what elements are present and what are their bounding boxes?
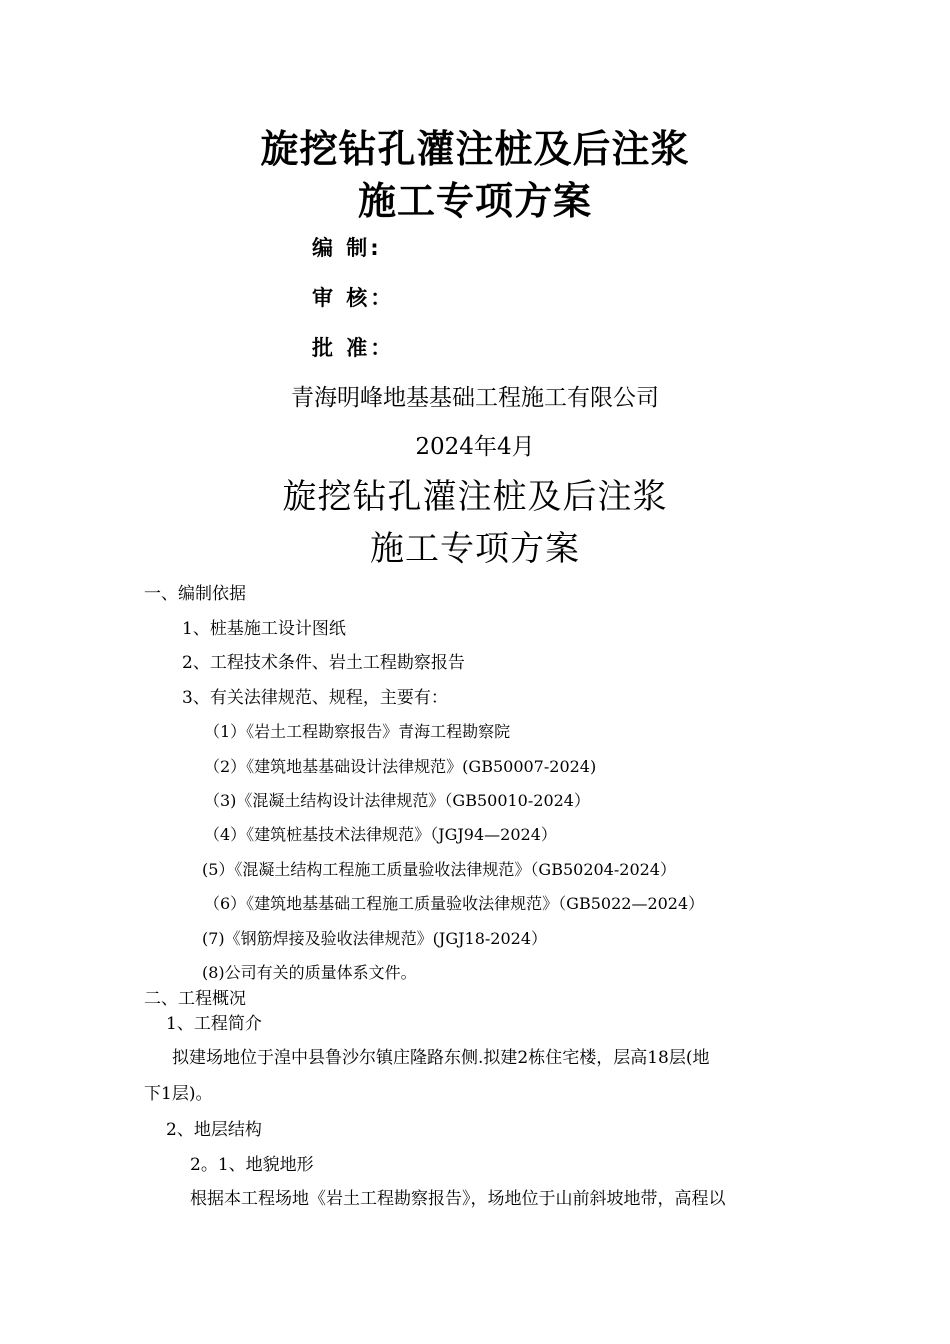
reference-item-2: （2）《建筑地基基础设计法律规范》(GB50007-2024) <box>204 757 597 776</box>
reference-item-1: （1）《岩土工程勘察报告》青海工程勘察院 <box>204 722 511 741</box>
reviewer-label: 审 核： <box>312 286 395 310</box>
section1-item-3: 3、有关法律规范、规程，主要有： <box>182 688 448 708</box>
section1-heading: 一、编制依据 <box>144 584 246 604</box>
landform-heading: 2。1、地貌地形 <box>190 1155 314 1175</box>
project-intro-heading: 1、工程简介 <box>166 1014 262 1034</box>
reference-item-8: (8)公司有关的质量体系文件。 <box>202 963 417 982</box>
section2-heading: 二、工程概况 <box>144 989 246 1009</box>
section1-item-2: 2、工程技术条件、岩土工程勘察报告 <box>182 653 465 673</box>
stratum-heading: 2、地层结构 <box>166 1120 262 1140</box>
reference-item-5: (5）《混凝土结构工程施工质量验收法律规范》（GB50204-2024） <box>202 860 676 879</box>
project-intro-paragraph-line1: 拟建场地位于湟中县鲁沙尔镇庄隆路东侧.拟建2栋住宅楼，层高18层(地 <box>172 1048 710 1068</box>
company-name: 青海明峰地基基础工程施工有限公司 <box>291 385 659 411</box>
project-intro-paragraph-line2: 下1层)。 <box>144 1084 213 1104</box>
reference-item-4: （4）《建筑桩基技术法律规范》（JGJ94—2024） <box>204 825 557 844</box>
cover-title-line1: 旋挖钻孔灌注桩及后注浆 <box>260 127 690 171</box>
reference-item-7: (7)《钢筋焊接及验收法律规范》(JGJ18-2024） <box>202 929 548 948</box>
reference-item-6: （6）《建筑地基基础工程施工质量验收法律规范》（GB5022—2024） <box>204 894 705 913</box>
main-title-line1: 旋挖钻孔灌注桩及后注浆 <box>282 477 668 517</box>
reference-item-3: （3)《混凝土结构设计法律规范》（GB50010-2024） <box>204 791 590 810</box>
section1-item-1: 1、桩基施工设计图纸 <box>182 619 346 639</box>
landform-paragraph-line1: 根据本工程场地《岩土工程勘察报告》，场地位于山前斜坡地带，高程以 <box>190 1189 726 1209</box>
main-title-line2: 施工专项方案 <box>370 529 580 569</box>
approver-label: 批 准： <box>312 336 395 360</box>
cover-date: 2024年4月 <box>415 434 535 460</box>
compiler-label: 编 制: <box>312 236 382 260</box>
cover-title-line2: 施工专项方案 <box>357 179 592 223</box>
